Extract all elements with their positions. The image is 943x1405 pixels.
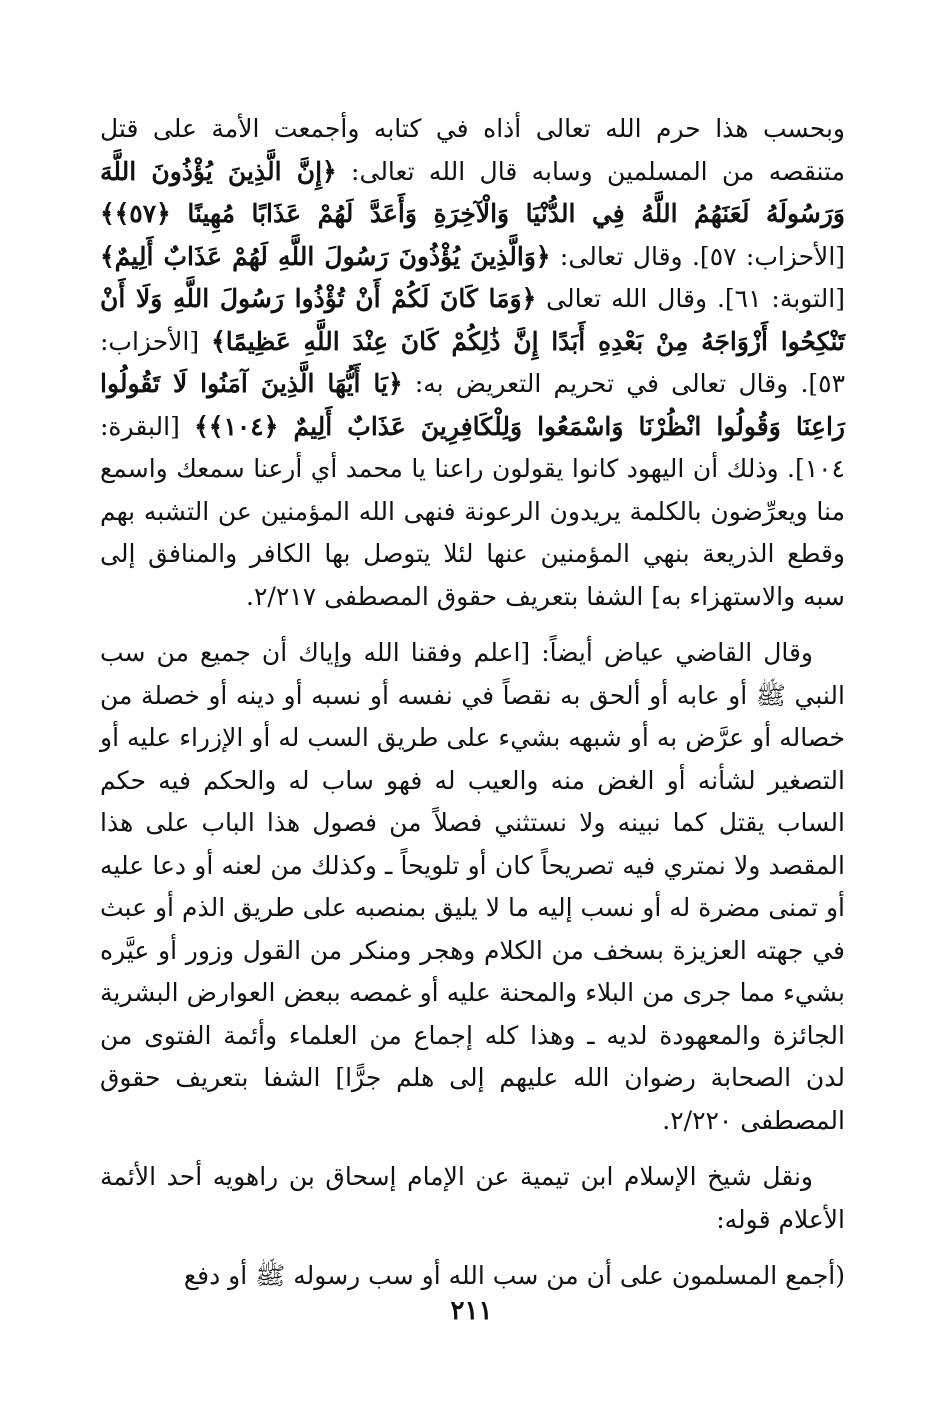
quran-verse-tawbah-61: ﴿وَالَّذِينَ يُؤْذُونَ رَسُولَ اللَّهِ لَهُمْ عَذَابٌ أَلِيمٌ﴾ bbox=[100, 241, 551, 271]
paragraph-1-intro: وبحسب هذا حرم الله تعالى أذاه في كتابه وأجمعت الأمة على قتل متنقصه من المسلمين وسابه قال الله تعالى: bbox=[100, 114, 845, 186]
verse-reference-tawbah-61: [التوبة: ٦١]. وقال الله تعالى bbox=[536, 284, 845, 313]
paragraph-1 bbox=[100, 108, 845, 618]
paragraph-1-conclusion: [البقرة: ١٠٤]. وذلك أن اليهود كانوا يقولون راعنا يا محمد أي أرعنا سمعك واسمع منا ويعرِّضون بالكلمة يريدون الرعونة فنهى الله المؤمنين عن التشبه بهم وقطع الذريعة بنهي المؤمنين عنها لئلا يتوصل بها الكافر والمنافق إلى سبه والاستهزاء به] الشفا بتعريف حقوق المصطفى ٢/٢١٧. bbox=[100, 411, 845, 611]
quran-verse-ahzab-57: ﴿إِنَّ الَّذِينَ يُؤْذُونَ اللَّهَ وَرَسُولَهُ لَعَنَهُمُ اللَّهُ فِي الدُّنْيَا وَالْآخِرَةِ وَأَعَدَّ لَهُمْ عَذَابًا مُهِينًا ﴿٥٧﴾﴾ bbox=[100, 156, 845, 228]
paragraph-4-text: (أجمع المسلمون على أن من سب الله أو سب رسوله ﷺ أو دفع bbox=[183, 1261, 845, 1290]
page-number: ٢١١ bbox=[450, 1296, 493, 1326]
quran-verse-ahzab-53: ﴿وَمَا كَانَ لَكُمْ أَنْ تُؤْذُوا رَسُولَ اللَّهِ وَلَا أَنْ تَنْكِحُوا أَزْوَاجَهُ مِنْ بَعْدِهِ أَبَدًا إِنَّ ذَٰلِكُمْ كَانَ عِنْدَ اللَّهِ عَظِيمًا﴾ bbox=[100, 284, 845, 356]
paragraph-3 bbox=[100, 1156, 845, 1241]
page-body bbox=[100, 108, 845, 1312]
verse-reference-ahzab-57: [الأحزاب: ٥٧]. وقال تعالى: bbox=[550, 241, 846, 271]
paragraph-4 bbox=[100, 1255, 845, 1298]
paragraph-2 bbox=[100, 632, 845, 1142]
quran-verse-baqarah-104: ﴿يَا أَيُّهَا الَّذِينَ آمَنُوا لَا تَقُولُوا رَاعِنَا وَقُولُوا انْظُرْنَا وَاسْمَعُوا وَلِلْكَافِرِينَ عَذَابٌ أَلِيمٌ ﴿١٠٤﴾﴾ bbox=[100, 369, 845, 441]
paragraph-3-text: ونقل شيخ الإسلام ابن تيمية عن الإمام إسحاق بن راهويه أحد الأئمة الأعلام قوله: bbox=[100, 1162, 845, 1234]
verse-reference-ahzab-53: [الأحزاب: ٥٣]. وقال تعالى في تحريم التعريض به: bbox=[100, 326, 846, 398]
paragraph-2-text: وقال القاضي عياض أيضاً: [اعلم وفقنا الله وإياك أن جميع من سب النبي ﷺ أو عابه أو ألحق به نقصاً في نفسه أو نسبه أو دينه أو خصلة من خصاله أو عرَّض به أو شبهه بشيء على طريق السب له أو الإزراء عليه أو التصغير لشأنه أو الغض منه والعيب له فهو ساب له والحكم فيه حكم الساب يقتل كما نبينه ولا نستثني فصلاً من فصول هذا الباب على هذا المقصد ولا نمتري فيه تصريحاً كان أو تلويحاً ـ وكذلك من لعنه أو دعا عليه أو تمنى مضرة له أو نسب إليه ما لا يليق بمنصبه على طريق الذم أو عبث في جهته العزيزة بسخف من الكلام وهجر ومنكر من القول وزور أو عيَّره بشيء مما جرى من البلاء والمحنة عليه أو غمصه ببعض العوارض البشرية الجائزة والمعهودة لديه ـ وهذا كله إجماع من العلماء وأئمة الفتوى من لدن الصحابة رضوان الله عليهم إلى هلم جرًّا] الشفا بتعريف حقوق المصطفى ٢/٢٢٠. bbox=[100, 638, 845, 1135]
